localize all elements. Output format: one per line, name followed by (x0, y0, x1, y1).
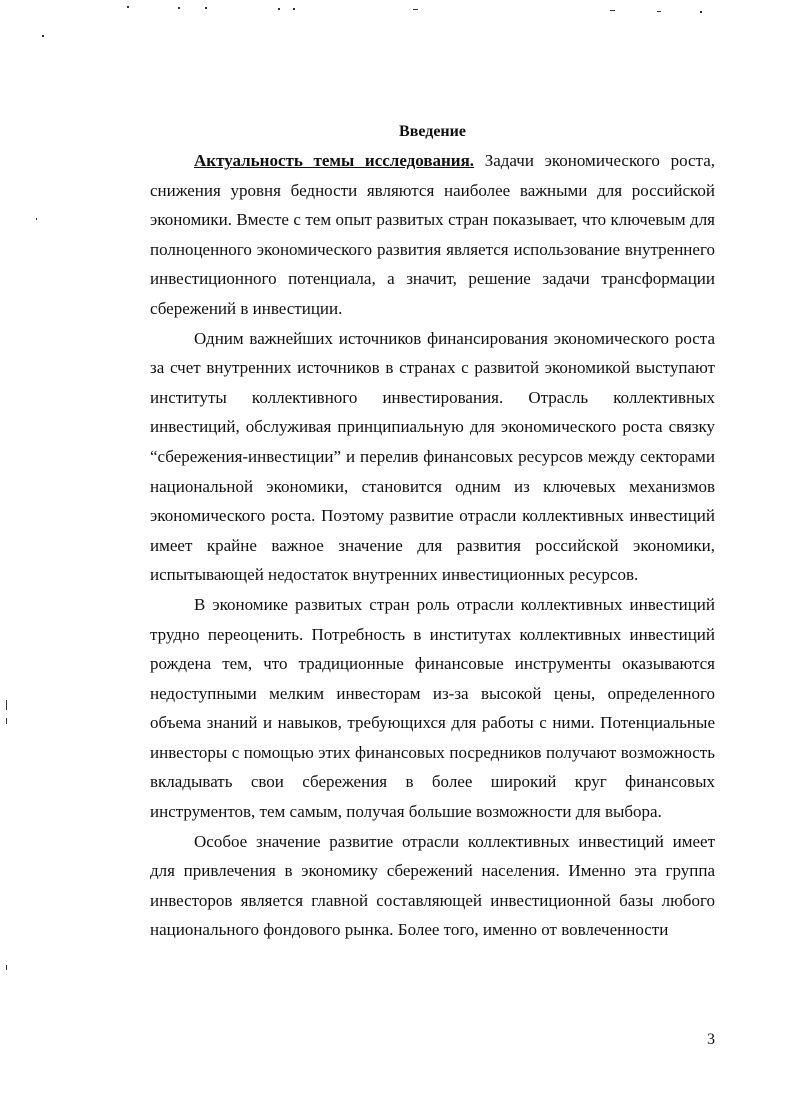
paragraph-lead: Актуальность темы исследования. (194, 151, 475, 170)
scan-speck (700, 11, 702, 13)
scan-speck (413, 9, 418, 10)
scan-speck (657, 11, 661, 12)
scan-speck (36, 218, 37, 220)
paragraph: Особое значение развитие отрасли коллективных инвестиций имеет для привлечения в экономику сбережений населения. Именно эта группа инвесторов является главной составляющей инвестиционной базы любого национального фондового рынка. Более того, именно от вовлеченности (150, 831, 715, 940)
scan-speck (6, 718, 7, 724)
document-body (150, 146, 715, 945)
scan-speck (178, 7, 180, 9)
scan-speck (205, 7, 207, 9)
paragraph (150, 146, 715, 324)
scan-speck (6, 700, 7, 710)
scan-speck (293, 8, 295, 10)
page-number: 3 (707, 1031, 715, 1048)
scan-speck (610, 10, 615, 11)
page-title: Введение (399, 123, 466, 140)
scan-speck (127, 6, 129, 8)
scan-speck (42, 35, 44, 37)
scan-speck (6, 965, 7, 970)
scan-speck (278, 8, 280, 10)
paragraph: Одним важнейших источников финансирования экономического роста за счет внутренних источников в странах с развитой экономикой выступают институты коллективного инвестирования. Отрасль коллективных инвестиций, обслуживая принципиальную для экономического роста связку “сбережения-инвестиции” и перелив финансовых ресурсов между секторами национальной экономики, становится одним из ключевых механизмов экономического роста. Поэтому развитие отрасли коллективных инвестиций имеет крайне важное значение для развития российской экономики, испытывающей недостаток внутренних инвестиционных ресурсов. (150, 328, 715, 585)
paragraph: В экономике развитых стран роль отрасли коллективных инвестиций трудно переоценить. Потребность в институтах коллективных инвестиций рождена тем, что традиционные финансовые инструменты оказываются недоступными мелким инвесторам из-за высокой цены, определенного объема знаний и навыков, требующихся для работы с ними. Потенциальные инвесторы с помощью этих финансовых посредников получают возможность вкладывать свои сбережения в более широкий круг финансовых инструментов, тем самым, получая большие возможности для выбора. (150, 594, 715, 822)
paragraph-text: Задачи экономического роста, снижения уровня бедности являются наиболее важными для российской экономики. Вместе с тем опыт развитых стран показывает, что ключевым для полноценного экономического развития является использование внутреннего инвестиционного потенциала, а значит, решение задачи трансформации сбережений в инвестиции. (150, 151, 715, 318)
